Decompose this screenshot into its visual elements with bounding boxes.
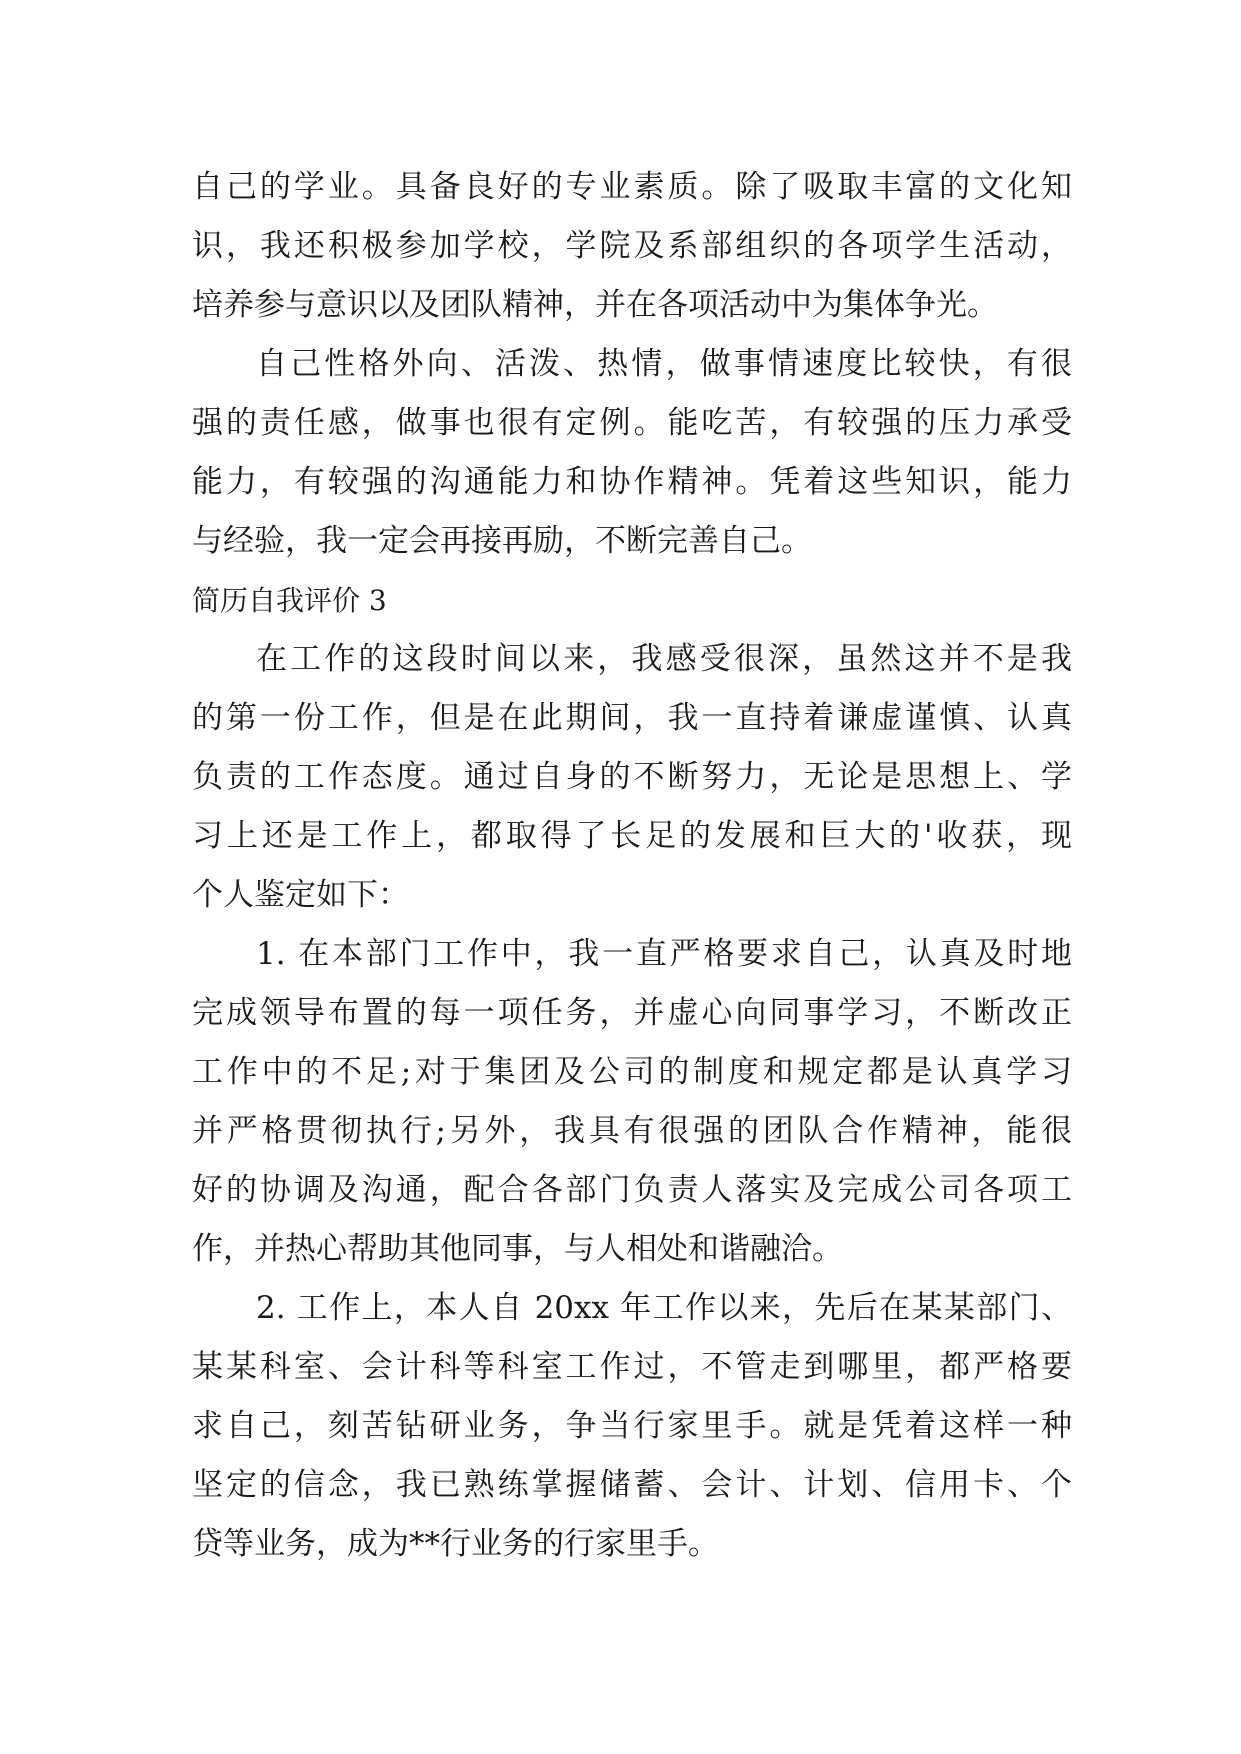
paragraph-line: 的第一份工作，但是在此期间，我一直持着谦虚谨慎、认真 bbox=[192, 700, 1072, 736]
paragraph-4 bbox=[192, 925, 1072, 1279]
paragraph-line: 培养参与意识以及团队精神，并在各项活动中为集体争光。 bbox=[192, 287, 998, 323]
paragraph-line: 负责的工作态度。通过自身的不断努力，无论是思想上、学 bbox=[192, 759, 1072, 795]
paragraph-1 bbox=[192, 158, 1072, 335]
paragraph-3 bbox=[192, 630, 1072, 925]
paragraph-line: 并严格贯彻执行;另外，我具有很强的团队合作精神，能很 bbox=[192, 1113, 1072, 1149]
paragraph-2 bbox=[192, 335, 1072, 571]
paragraph-line: 好的协调及沟通，配合各部门负责人落实及完成公司各项工 bbox=[192, 1172, 1072, 1208]
paragraph-line: 与经验，我一定会再接再励，不断完善自己。 bbox=[192, 523, 812, 559]
paragraph-line: 某某科室、会计科等科室工作过，不管走到哪里，都严格要 bbox=[192, 1349, 1072, 1385]
paragraph-line: 贷等业务，成为**行业务的行家里手。 bbox=[192, 1526, 719, 1562]
paragraph-line: 工作中的不足;对于集团及公司的制度和规定都是认真学习 bbox=[192, 1054, 1072, 1090]
paragraph-line: 识，我还积极参加学校，学院及系部组织的各项学生活动， bbox=[192, 228, 1072, 264]
paragraph-line: 自己性格外向、活泼、热情，做事情速度比较快，有很 bbox=[256, 346, 1072, 382]
paragraph-line: 强的责任感，做事也很有定例。能吃苦，有较强的压力承受 bbox=[192, 405, 1072, 441]
paragraph-line: 个人鉴定如下： bbox=[192, 877, 409, 913]
paragraph-line: 求自己，刻苦钻研业务，争当行家里手。就是凭着这样一种 bbox=[192, 1408, 1072, 1444]
paragraph-line: 作，并热心帮助其他同事，与人相处和谐融洽。 bbox=[192, 1231, 843, 1267]
paragraph-line: 1. 在本部门工作中，我一直严格要求自己，认真及时地 bbox=[256, 936, 1072, 972]
paragraph-line: 能力，有较强的沟通能力和协作精神。凭着这些知识，能力 bbox=[192, 464, 1072, 500]
document-body bbox=[192, 158, 1072, 1574]
paragraph-line: 完成领导布置的每一项任务，并虚心向同事学习，不断改正 bbox=[192, 995, 1072, 1031]
section-heading: 简历自我评价 3 bbox=[192, 584, 387, 617]
paragraph-5 bbox=[192, 1279, 1072, 1574]
paragraph-line: 习上还是工作上，都取得了长足的发展和巨大的'收获，现 bbox=[192, 818, 1072, 854]
paragraph-line: 在工作的这段时间以来，我感受很深，虽然这并不是我 bbox=[256, 641, 1072, 677]
paragraph-line: 自己的学业。具备良好的专业素质。除了吸取丰富的文化知 bbox=[192, 169, 1072, 205]
paragraph-line: 2. 工作上，本人自 20xx 年工作以来，先后在某某部门、 bbox=[256, 1290, 1072, 1326]
paragraph-line: 坚定的信念，我已熟练掌握储蓄、会计、计划、信用卡、个 bbox=[192, 1467, 1072, 1503]
